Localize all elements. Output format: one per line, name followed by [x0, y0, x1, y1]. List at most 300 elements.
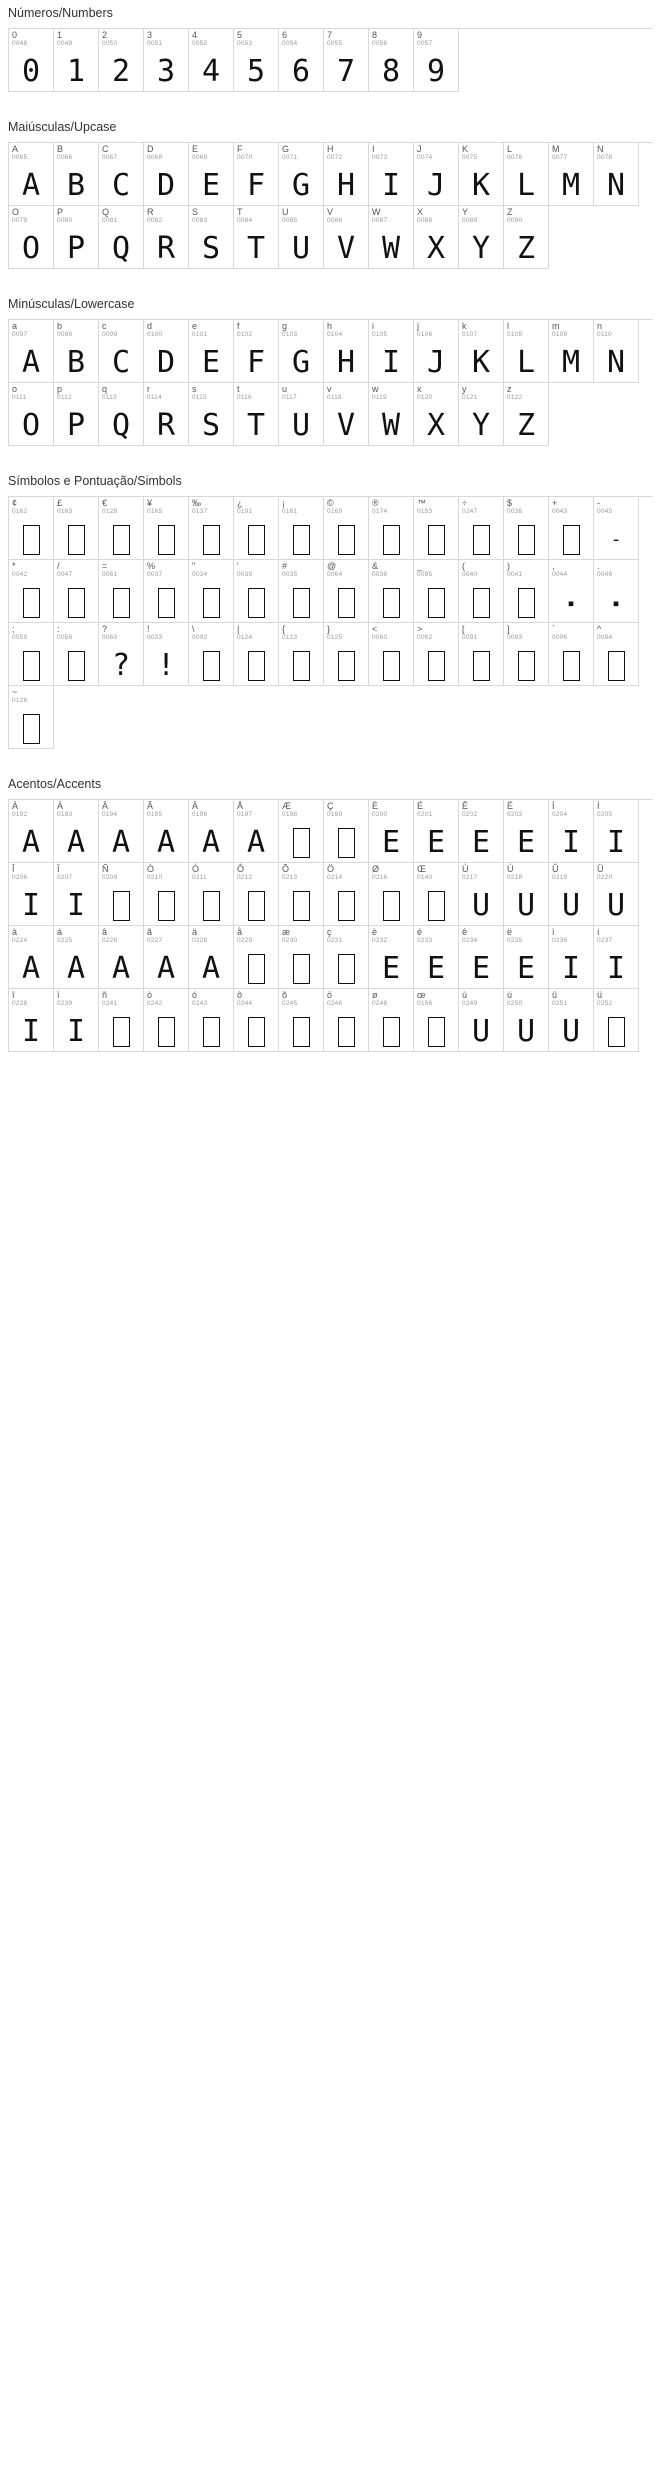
- glyph-cell[interactable]: [279, 143, 324, 206]
- glyph-render: F: [246, 168, 266, 203]
- glyph-render: K: [471, 345, 491, 380]
- glyph-render: [324, 889, 368, 923]
- glyph-cell[interactable]: [99, 560, 144, 623]
- glyph-cell[interactable]: [594, 560, 639, 623]
- glyph-char-label: ë: [507, 927, 513, 937]
- glyph-cell[interactable]: [144, 800, 189, 863]
- glyph-cell[interactable]: [459, 863, 504, 926]
- glyph-cell[interactable]: [279, 206, 324, 269]
- glyph-render: [54, 523, 98, 557]
- glyph-cell[interactable]: [594, 989, 639, 1052]
- glyph-code-label: 0163: [57, 508, 73, 515]
- glyph-cell[interactable]: [549, 320, 594, 383]
- glyph-render: [234, 889, 278, 923]
- glyph-render: S: [201, 231, 221, 266]
- glyph-code-label: 0103: [282, 331, 298, 338]
- glyph-cell[interactable]: [549, 800, 594, 863]
- glyph-cell[interactable]: [459, 320, 504, 383]
- glyph-cell[interactable]: [324, 143, 369, 206]
- glyph-cell[interactable]: [504, 143, 549, 206]
- glyph-cell[interactable]: [99, 320, 144, 383]
- glyph-cell[interactable]: [189, 29, 234, 92]
- glyph-cell[interactable]: [279, 320, 324, 383]
- glyph-render: [99, 889, 143, 923]
- glyph-code-label: 0174: [372, 508, 388, 515]
- glyph-cell[interactable]: [459, 383, 504, 446]
- glyph-cell[interactable]: [459, 143, 504, 206]
- glyph-cell[interactable]: [549, 863, 594, 926]
- glyph-cell[interactable]: [414, 206, 459, 269]
- glyph-cell[interactable]: [144, 560, 189, 623]
- glyph-char-label: |: [237, 624, 240, 634]
- glyph-code-label: 0120: [417, 394, 433, 401]
- glyph-render: [189, 1015, 233, 1049]
- glyph-cell[interactable]: [54, 320, 99, 383]
- glyph-code-label: 0165: [147, 508, 163, 515]
- glyph-cell[interactable]: [189, 320, 234, 383]
- glyph-grid: [8, 319, 653, 446]
- glyph-cell[interactable]: [369, 143, 414, 206]
- glyph-cell[interactable]: [54, 143, 99, 206]
- glyph-code-label: 0065: [12, 154, 28, 161]
- glyph-code-label: 0102: [237, 331, 253, 338]
- glyph-char-label: ü: [597, 990, 603, 1000]
- glyph-cell[interactable]: [99, 383, 144, 446]
- glyph-code-label: 0041: [507, 571, 523, 578]
- glyph-cell[interactable]: [9, 686, 54, 749]
- glyph-cell[interactable]: [279, 497, 324, 560]
- glyph-char-label: ¥: [147, 498, 153, 508]
- glyph-cell[interactable]: [594, 623, 639, 686]
- glyph-cell[interactable]: [189, 497, 234, 560]
- glyph-cell[interactable]: [144, 989, 189, 1052]
- glyph-char-label: œ: [417, 990, 426, 1000]
- glyph-cell[interactable]: [189, 989, 234, 1052]
- glyph-cell[interactable]: [99, 497, 144, 560]
- glyph-render: ▪: [612, 596, 620, 610]
- glyph-cell[interactable]: [279, 560, 324, 623]
- glyph-cell[interactable]: [549, 623, 594, 686]
- glyph-cell[interactable]: [189, 863, 234, 926]
- glyph-cell[interactable]: [144, 206, 189, 269]
- glyph-section: [0, 0, 661, 92]
- glyph-render: ?: [111, 648, 131, 683]
- glyph-cell[interactable]: [189, 926, 234, 989]
- glyph-cell[interactable]: [594, 320, 639, 383]
- glyph-render: T: [246, 231, 266, 266]
- glyph-cell[interactable]: [504, 623, 549, 686]
- glyph-cell[interactable]: [234, 863, 279, 926]
- glyph-char-label: S: [192, 207, 199, 217]
- glyph-char-label: î: [12, 990, 15, 1000]
- glyph-cell[interactable]: [9, 143, 54, 206]
- glyph-char-label: .: [597, 561, 600, 571]
- glyph-render: [54, 649, 98, 683]
- glyph-char-label: ä: [192, 927, 198, 937]
- glyph-code-label: 0053: [237, 40, 253, 47]
- glyph-cell[interactable]: [234, 623, 279, 686]
- glyph-char-label: =: [102, 561, 108, 571]
- glyph-code-label: 0140: [417, 874, 433, 881]
- glyph-render: A: [156, 825, 176, 860]
- glyph-code-label: 0194: [102, 811, 118, 818]
- glyph-cell[interactable]: [459, 497, 504, 560]
- glyph-cell[interactable]: [9, 320, 54, 383]
- glyph-char-label: P: [57, 207, 64, 217]
- glyph-cell[interactable]: [54, 623, 99, 686]
- glyph-cell[interactable]: [279, 989, 324, 1052]
- glyph-cell[interactable]: [9, 383, 54, 446]
- glyph-cell[interactable]: [459, 206, 504, 269]
- glyph-char-label: ?: [102, 624, 108, 634]
- glyph-render: [459, 586, 503, 620]
- glyph-cell[interactable]: [279, 863, 324, 926]
- glyph-render: E: [201, 168, 221, 203]
- glyph-char-label: g: [282, 321, 288, 331]
- glyph-cell[interactable]: [369, 800, 414, 863]
- glyph-cell[interactable]: [279, 926, 324, 989]
- glyph-cell[interactable]: [504, 800, 549, 863]
- glyph-code-label: 0115: [192, 394, 207, 401]
- glyph-cell[interactable]: [9, 989, 54, 1052]
- glyph-render: 3: [156, 54, 176, 89]
- glyph-render: I: [21, 888, 41, 923]
- glyph-char-label: Ï: [57, 864, 60, 874]
- glyph-cell[interactable]: [144, 383, 189, 446]
- glyph-code-label: 0038: [372, 571, 388, 578]
- glyph-code-label: 0062: [417, 634, 433, 641]
- glyph-cell[interactable]: [459, 623, 504, 686]
- glyph-cell[interactable]: [369, 560, 414, 623]
- glyph-cell[interactable]: [369, 206, 414, 269]
- glyph-cell[interactable]: [234, 989, 279, 1052]
- glyph-char-label: ó: [192, 990, 198, 1000]
- glyph-cell[interactable]: [189, 800, 234, 863]
- glyph-cell[interactable]: [549, 989, 594, 1052]
- glyph-cell[interactable]: [9, 206, 54, 269]
- glyph-code-label: 0216: [372, 874, 388, 881]
- glyph-cell[interactable]: [54, 863, 99, 926]
- glyph-code-label: 0220: [597, 874, 613, 881]
- glyph-cell[interactable]: [414, 29, 459, 92]
- glyph-cell[interactable]: [504, 320, 549, 383]
- glyph-cell[interactable]: [54, 926, 99, 989]
- glyph-cell[interactable]: [324, 320, 369, 383]
- glyph-code-label: 0091: [462, 634, 478, 641]
- glyph-char-label: Ê: [462, 801, 469, 811]
- glyph-cell[interactable]: [414, 383, 459, 446]
- glyph-cell[interactable]: [9, 560, 54, 623]
- glyph-render: [54, 586, 98, 620]
- glyph-char-label: ™: [417, 498, 426, 508]
- glyph-cell[interactable]: [189, 143, 234, 206]
- glyph-code-label: 0037: [147, 571, 163, 578]
- glyph-cell[interactable]: [234, 926, 279, 989]
- glyph-char-label: Ó: [192, 864, 200, 874]
- glyph-cell[interactable]: [369, 29, 414, 92]
- glyph-cell[interactable]: [414, 623, 459, 686]
- glyph-cell[interactable]: [369, 989, 414, 1052]
- glyph-grid: [8, 496, 653, 749]
- glyph-char-label: :: [57, 624, 60, 634]
- glyph-cell[interactable]: [504, 560, 549, 623]
- glyph-cell[interactable]: [459, 926, 504, 989]
- glyph-code-label: 0092: [192, 634, 208, 641]
- glyph-char-label: È: [372, 801, 379, 811]
- glyph-cell[interactable]: [369, 926, 414, 989]
- glyph-code-label: 0191: [237, 508, 253, 515]
- glyph-char-label: 2: [102, 30, 108, 40]
- glyph-code-label: 0075: [462, 154, 478, 161]
- glyph-code-label: 0084: [237, 217, 253, 224]
- glyph-cell[interactable]: [54, 497, 99, 560]
- glyph-cell[interactable]: [369, 623, 414, 686]
- glyph-cell[interactable]: [369, 320, 414, 383]
- glyph-cell[interactable]: [504, 926, 549, 989]
- glyph-code-label: 0036: [507, 508, 523, 515]
- glyph-cell[interactable]: [279, 623, 324, 686]
- glyph-cell[interactable]: [594, 863, 639, 926]
- glyph-code-label: 0040: [462, 571, 478, 578]
- glyph-code-label: 0096: [552, 634, 568, 641]
- glyph-cell[interactable]: [414, 560, 459, 623]
- glyph-code-label: 0097: [12, 331, 28, 338]
- glyph-cell[interactable]: [144, 497, 189, 560]
- glyph-render: B: [66, 345, 86, 380]
- glyph-code-label: 0112: [57, 394, 72, 401]
- glyph-cell[interactable]: [414, 863, 459, 926]
- glyph-cell[interactable]: [549, 497, 594, 560]
- glyph-cell[interactable]: [279, 383, 324, 446]
- glyph-cell[interactable]: [414, 320, 459, 383]
- glyph-code-label: 0109: [552, 331, 568, 338]
- glyph-code-label: 0051: [147, 40, 163, 47]
- glyph-char-label: ì: [552, 927, 555, 937]
- glyph-cell[interactable]: [54, 989, 99, 1052]
- glyph-cell[interactable]: [369, 863, 414, 926]
- glyph-cell[interactable]: [144, 320, 189, 383]
- glyph-cell[interactable]: [414, 497, 459, 560]
- glyph-code-label: 0192: [12, 811, 28, 818]
- glyph-render: E: [426, 825, 446, 860]
- glyph-render: U: [561, 888, 581, 923]
- glyph-cell[interactable]: [144, 143, 189, 206]
- glyph-code-label: 0057: [417, 40, 433, 47]
- glyph-cell[interactable]: [234, 383, 279, 446]
- glyph-cell[interactable]: [9, 926, 54, 989]
- glyph-render: I: [561, 951, 581, 986]
- glyph-code-label: 0050: [102, 40, 118, 47]
- glyph-cell[interactable]: [504, 497, 549, 560]
- glyph-cell[interactable]: [234, 497, 279, 560]
- glyph-cell[interactable]: [414, 800, 459, 863]
- glyph-cell[interactable]: [9, 497, 54, 560]
- glyph-code-label: 0069: [192, 154, 208, 161]
- glyph-cell[interactable]: [324, 560, 369, 623]
- glyph-cell[interactable]: [54, 29, 99, 92]
- glyph-cell[interactable]: [189, 206, 234, 269]
- glyph-char-label: ú: [507, 990, 513, 1000]
- glyph-render: [279, 523, 323, 557]
- glyph-render: [414, 1015, 458, 1049]
- glyph-char-label: Á: [57, 801, 64, 811]
- glyph-render: A: [21, 825, 41, 860]
- glyph-cell[interactable]: [369, 497, 414, 560]
- glyph-render: Y: [471, 231, 491, 266]
- glyph-cell[interactable]: [324, 989, 369, 1052]
- glyph-code-label: 0070: [237, 154, 253, 161]
- glyph-grid: [8, 799, 653, 1052]
- glyph-render: U: [471, 888, 491, 923]
- glyph-cell[interactable]: [9, 29, 54, 92]
- glyph-cell[interactable]: [99, 29, 144, 92]
- glyph-char-label: &: [372, 561, 379, 571]
- glyph-cell[interactable]: [594, 143, 639, 206]
- glyph-cell[interactable]: [594, 926, 639, 989]
- section-title: Acentos/Accents: [8, 777, 102, 791]
- glyph-cell[interactable]: [99, 800, 144, 863]
- glyph-char-label: s: [192, 384, 197, 394]
- glyph-char-label: x: [417, 384, 422, 394]
- glyph-code-label: 0064: [327, 571, 343, 578]
- glyph-cell[interactable]: [324, 800, 369, 863]
- glyph-render: E: [471, 951, 491, 986]
- glyph-cell[interactable]: [504, 383, 549, 446]
- glyph-cell[interactable]: [459, 800, 504, 863]
- glyph-cell[interactable]: [504, 863, 549, 926]
- glyph-char-label: >: [417, 624, 423, 634]
- glyph-code-label: 0042: [12, 571, 28, 578]
- glyph-cell[interactable]: [324, 926, 369, 989]
- glyph-cell[interactable]: [549, 143, 594, 206]
- glyph-cell[interactable]: [324, 29, 369, 92]
- section-title: Símbolos e Pontuação/Simbols: [8, 474, 182, 488]
- glyph-char-label: Ö: [327, 864, 335, 874]
- glyph-code-label: 0230: [282, 937, 298, 944]
- glyph-render: ▪: [567, 596, 575, 610]
- glyph-cell[interactable]: [9, 863, 54, 926]
- glyph-cell[interactable]: [414, 989, 459, 1052]
- glyph-render: G: [291, 168, 311, 203]
- glyph-cell[interactable]: [549, 560, 594, 623]
- glyph-char-label: @: [327, 561, 337, 571]
- glyph-code-label: 0071: [282, 154, 298, 161]
- glyph-cell[interactable]: [504, 989, 549, 1052]
- glyph-render: [594, 1015, 638, 1049]
- glyph-cell[interactable]: [549, 926, 594, 989]
- glyph-code-label: 0203: [507, 811, 523, 818]
- glyph-char-label: X: [417, 207, 424, 217]
- glyph-cell[interactable]: [234, 206, 279, 269]
- glyph-cell[interactable]: [369, 383, 414, 446]
- glyph-cell[interactable]: [99, 623, 144, 686]
- glyph-char-label: Ø: [372, 864, 380, 874]
- glyph-code-label: 0242: [147, 1000, 163, 1007]
- glyph-code-label: 0236: [552, 937, 568, 944]
- glyph-code-label: 0200: [372, 811, 388, 818]
- glyph-char-label: `: [552, 624, 555, 634]
- glyph-cell[interactable]: [324, 206, 369, 269]
- glyph-cell[interactable]: [99, 926, 144, 989]
- glyph-cell[interactable]: [324, 623, 369, 686]
- glyph-cell[interactable]: [54, 206, 99, 269]
- glyph-code-label: 0110: [597, 331, 612, 338]
- glyph-cell[interactable]: [144, 623, 189, 686]
- glyph-code-label: 0169: [327, 508, 343, 515]
- glyph-char-label: £: [57, 498, 63, 508]
- glyph-cell[interactable]: [414, 926, 459, 989]
- glyph-cell[interactable]: [54, 800, 99, 863]
- glyph-code-label: 0055: [327, 40, 343, 47]
- glyph-render: [234, 952, 278, 986]
- glyph-char-label: V: [327, 207, 334, 217]
- glyph-cell[interactable]: [9, 623, 54, 686]
- glyph-cell[interactable]: [414, 143, 459, 206]
- glyph-cell[interactable]: [144, 29, 189, 92]
- glyph-code-label: 0052: [192, 40, 208, 47]
- glyph-cell[interactable]: [189, 383, 234, 446]
- glyph-render: E: [426, 951, 446, 986]
- glyph-cell[interactable]: [234, 320, 279, 383]
- glyph-cell[interactable]: [99, 989, 144, 1052]
- glyph-char-label: y: [462, 384, 467, 394]
- glyph-cell[interactable]: [459, 560, 504, 623]
- glyph-cell[interactable]: [594, 800, 639, 863]
- glyph-render: [594, 649, 638, 683]
- glyph-cell[interactable]: [459, 989, 504, 1052]
- glyph-cell[interactable]: [144, 863, 189, 926]
- glyph-cell[interactable]: [279, 800, 324, 863]
- glyph-cell[interactable]: [279, 29, 324, 92]
- glyph-cell[interactable]: [99, 863, 144, 926]
- glyph-code-label: 0201: [417, 811, 433, 818]
- glyph-cell[interactable]: [234, 560, 279, 623]
- glyph-cell[interactable]: [189, 623, 234, 686]
- glyph-char-label: É: [417, 801, 424, 811]
- glyph-cell[interactable]: [99, 206, 144, 269]
- glyph-cell[interactable]: [234, 800, 279, 863]
- glyph-char-label: õ: [282, 990, 288, 1000]
- glyph-char-label: r: [147, 384, 150, 394]
- glyph-char-label: N: [597, 144, 604, 154]
- glyph-render: [144, 1015, 188, 1049]
- glyph-char-label: è: [372, 927, 378, 937]
- glyph-cell[interactable]: [324, 863, 369, 926]
- glyph-char-label: R: [147, 207, 154, 217]
- glyph-cell[interactable]: [324, 497, 369, 560]
- glyph-cell[interactable]: [234, 143, 279, 206]
- glyph-code-label: 0105: [372, 331, 388, 338]
- glyph-cell[interactable]: [99, 143, 144, 206]
- glyph-code-label: 0045: [597, 508, 613, 515]
- glyph-cell[interactable]: [54, 560, 99, 623]
- glyph-code-label: 0237: [597, 937, 613, 944]
- glyph-code-label: 0195: [147, 811, 163, 818]
- glyph-render: [414, 889, 458, 923]
- glyph-cell[interactable]: [594, 497, 639, 560]
- glyph-cell[interactable]: [189, 560, 234, 623]
- glyph-render: W: [381, 231, 401, 266]
- glyph-code-label: 0083: [192, 217, 208, 224]
- glyph-cell[interactable]: [504, 206, 549, 269]
- glyph-char-label: â: [102, 927, 108, 937]
- glyph-cell[interactable]: [9, 800, 54, 863]
- glyph-cell[interactable]: [54, 383, 99, 446]
- glyph-cell[interactable]: [324, 383, 369, 446]
- glyph-code-label: 0106: [417, 331, 433, 338]
- glyph-cell[interactable]: [144, 926, 189, 989]
- glyph-cell[interactable]: [234, 29, 279, 92]
